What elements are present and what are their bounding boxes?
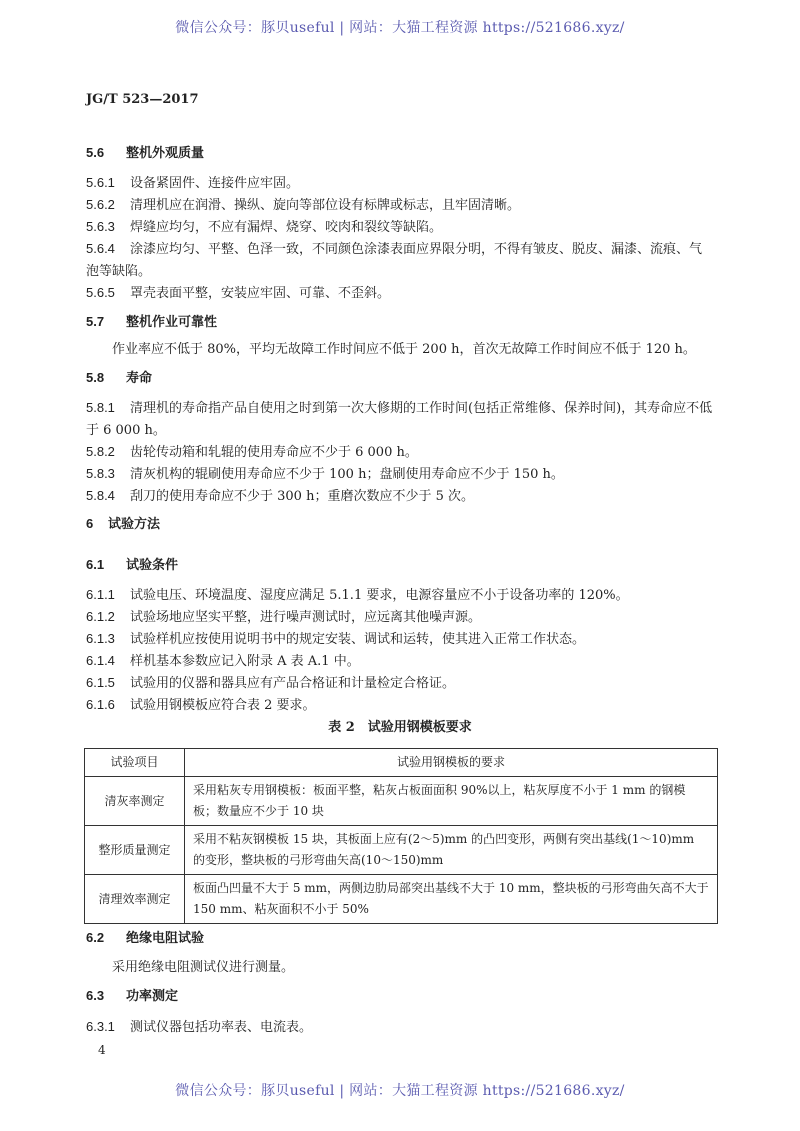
watermark-bottom: 微信公众号：豚贝useful | 网站：大猫工程资源 https://521686.xyz/ [175,1083,625,1099]
clause-number: 6.1.2 [86,609,115,624]
section-title: 绝缘电阻试验 [126,931,205,946]
clause [86,194,714,217]
clause-number: 6.1.5 [86,675,115,690]
clause [86,216,714,239]
table-cell: 清灰率测定 [85,777,185,826]
clause-text: 试验场地应坚实平整，进行噪声测试时，应远离其他噪声源。 [130,610,482,625]
steel-template-table [84,748,718,924]
table-cell: 清理效率测定 [85,875,185,924]
clause-text: 试验样机应按使用说明书中的规定安装、调试和运转，使其进入正常工作状态。 [130,632,586,647]
chapter-title: 试验方法 [108,517,161,532]
clause [86,238,714,283]
document-code: JG/T 523—2017 [86,92,199,107]
section-title: 寿命 [126,371,153,386]
clause-text: 试验用钢模板应符合表 2 要求。 [130,698,316,713]
clause-number: 6.1.4 [86,653,115,668]
clause [86,650,714,673]
section-heading [86,985,714,1008]
table-header-row [85,749,718,777]
table-cell: 整形质量测定 [85,826,185,875]
table-caption: 表 2 试验用钢模板要求 [328,720,472,735]
clause-text: 测试仪器包括功率表、电流表。 [130,1020,313,1035]
section-title: 整机作业可靠性 [126,315,218,330]
clause-number: 6.3.1 [86,1019,115,1034]
section-title: 整机外观质量 [126,146,205,161]
clause-number: 5.6.4 [86,241,115,256]
clause [86,1016,714,1039]
clause [86,672,714,695]
clause [86,606,714,629]
clause [86,282,714,305]
clause-number: 5.8.1 [86,400,115,415]
section-number: 5.8 [86,370,105,385]
clause-number: 5.8.4 [86,488,115,503]
clause [86,628,714,651]
clause-number: 5.8.3 [86,466,115,481]
table-cell: 采用不粘灰钢模板 15 块，其板面上应有(2～5)mm 的凸凹变形，两侧有突出基线(1～10)mm 的变形，整块板的弓形弯曲矢高(10～150)mm [185,826,718,875]
clause-number: 5.6.5 [86,285,115,300]
clause-text: 样机基本参数应记入附录 A 表 A.1 中。 [130,654,360,669]
clause [86,397,714,442]
column-header: 试验用钢模板的要求 [185,749,718,777]
section-heading [86,142,714,165]
watermark-top: 微信公众号：豚贝useful | 网站：大猫工程资源 https://521686.xyz/ [175,20,625,36]
section-heading [86,311,714,334]
table-row [85,826,718,875]
section-number: 6.1 [86,557,105,572]
clause-text: 齿轮传动箱和轧辊的使用寿命应不少于 6 000 h。 [130,445,418,460]
clause-text: 清理机应在润滑、操纵、旋向等部位设有标牌或标志，且牢固清晰。 [130,198,521,213]
clause-text: 罩壳表面平整，安装应牢固、可靠、不歪斜。 [130,286,391,301]
clause-number: 6.1.3 [86,631,115,646]
clause [86,172,714,195]
clause-text: 刮刀的使用寿命应不少于 300 h；重磨次数应不少于 5 次。 [130,489,474,504]
clause-text: 焊缝应均匀，不应有漏焊、烧穿、咬肉和裂纹等缺陷。 [130,220,443,235]
paragraph: 作业率应不低于 80%，平均无故障工作时间应不低于 200 h，首次无故障工作时间应不低于 120 h。 [112,342,696,357]
clause-number: 5.6.3 [86,219,115,234]
clause [86,463,714,486]
section-number: 5.7 [86,314,105,329]
clause-number: 5.8.2 [86,444,115,459]
clause-text: 涂漆应均匀、平整、色泽一致，不同颜色涂漆表面应界限分明，不得有皱皮、脱皮、漏漆、流痕、气泡等缺陷。 [86,242,703,279]
column-header: 试验项目 [85,749,185,777]
clause-number: 6.1.6 [86,697,115,712]
table-cell: 板面凸凹量不大于 5 mm，两侧边肋局部突出基线不大于 10 mm，整块板的弓形弯曲矢高不大于 150 mm、粘灰面积不小于 50% [185,875,718,924]
clause [86,694,714,717]
clause-text: 试验用的仪器和器具应有产品合格证和计量检定合格证。 [130,676,456,691]
clause-text: 清理机的寿命指产品自使用之时到第一次大修期的工作时间(包括正常维修、保养时间)，其寿命应不低于 6 000 h。 [86,401,713,438]
section-heading [86,927,714,950]
clause [86,441,714,464]
section-heading [86,554,714,577]
clause-number: 5.6.1 [86,175,115,190]
clause-text: 设备紧固件、连接件应牢固。 [130,176,300,191]
table-row [85,777,718,826]
table-row [85,875,718,924]
section-heading [86,367,714,390]
section-number: 6.2 [86,930,105,945]
paragraph: 采用绝缘电阻测试仪进行测量。 [112,960,295,975]
clause-number: 6.1.1 [86,587,115,602]
section-number: 6.3 [86,988,105,1003]
section-title: 试验条件 [126,558,179,573]
table-cell: 采用粘灰专用钢模板：板面平整，粘灰占板面面积 90%以上，粘灰厚度不小于 1 mm 的钢模板；数量应不少于 10 块 [185,777,718,826]
clause [86,584,714,607]
section-number: 5.6 [86,145,105,160]
clause-text: 试验电压、环境温度、湿度应满足 5.1.1 要求，电源容量应不小于设备功率的 120%。 [130,588,629,603]
page-number: 4 [98,1043,106,1057]
chapter-number: 6 [86,516,94,531]
chapter-heading [86,513,714,536]
clause [86,485,714,508]
clause-text: 清灰机构的辊刷使用寿命应不少于 100 h；盘刷使用寿命应不少于 150 h。 [130,467,564,482]
section-title: 功率测定 [126,989,179,1004]
clause-number: 5.6.2 [86,197,115,212]
